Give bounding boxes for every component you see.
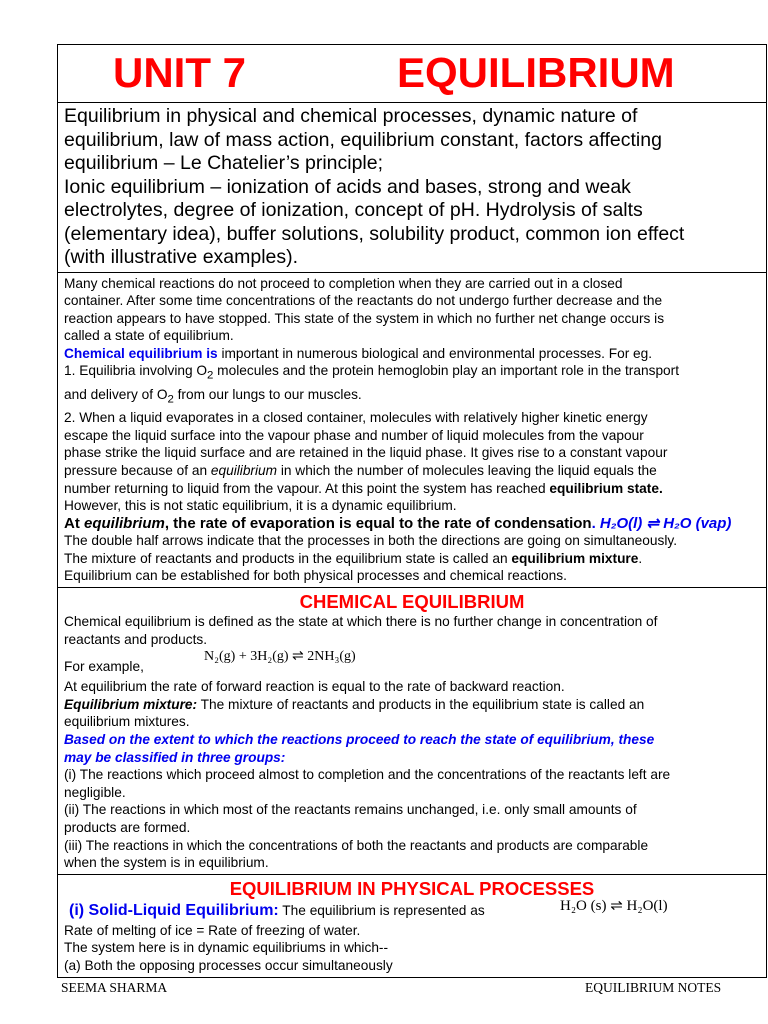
example-line: For example, N₂(g) + 3H₂(g) ⇌ 2NH₃(g) (64, 649, 356, 675)
dynamic-line: The system here is in dynamic equilibriums in which-- (64, 940, 389, 956)
syllabus-line: (with illustrative examples). (64, 246, 299, 268)
intro-line: container. After some time concentrations of the reactants do not undergo further decrease and the (64, 293, 663, 309)
example-1-line: 1. Equilibria involving $O_2$ molecules and the protein hemoglobin play an important role in the transport (64, 363, 680, 383)
vapour-equation: H₂O(l) ⇌ H₂O (vap) (599, 514, 732, 532)
group-i: negligible. (64, 784, 126, 800)
definition-line: reactants and products. (64, 631, 208, 647)
example-2-line: pressure because of an equilibrium in which the number of molecules leaving the liquid equals the (64, 462, 657, 478)
unit-title: EQUILIBRIUM (397, 49, 675, 96)
section-heading: EQUILIBRIUM IN PHYSICAL PROCESSES (229, 877, 595, 899)
both-processes-line: Equilibrium can be established for both physical processes and chemical reactions. (64, 568, 567, 584)
rate-line: At equilibrium the rate of forward reaction is equal to the rate of backward reaction. (64, 679, 565, 695)
notes-page (57, 44, 767, 978)
footer-notes: EQUILIBRIUM NOTES (585, 980, 722, 995)
chemical-equilibrium-section (58, 588, 766, 875)
group-ii: (ii) The reactions in which most of the reactants remains unchanged, i.e. only small amounts of (64, 802, 637, 818)
ammonia-equation: N₂(g) + 3H₂(g) ⇌ 2NH₃(g) (204, 649, 356, 665)
classification-heading: may be classified in three groups: (64, 749, 286, 765)
definition-line: Chemical equilibrium is defined as the state at which there is no further change in concentration of (64, 614, 658, 630)
syllabus-line: Equilibrium in physical and chemical processes, dynamic nature of (64, 105, 638, 127)
point-a-line: (a) Both the opposing processes occur simultaneously (64, 957, 393, 973)
syllabus-line: Ionic equilibrium – ionization of acids and bases, strong and weak (64, 175, 631, 198)
intro-section (58, 273, 766, 589)
title-row (58, 45, 766, 103)
solid-liquid-label: (i) Solid-Liquid Equilibrium: (69, 901, 279, 919)
example-2-line: phase strike the liquid surface and are retained in the liquid phase. It gives rise to a constant vapour (64, 445, 668, 461)
group-ii: products are formed. (64, 820, 191, 835)
ice-water-equation: H₂O (s) ⇌ H₂O(l) (560, 897, 668, 914)
double-arrow-line: The double half arrows indicate that the processes in both the directions are going on simultaneously. (64, 533, 678, 549)
evaporation-line: At equilibrium, the rate of evaporation is equal to the rate of condensation. H₂O(l) ⇌ H₂O (vap) (64, 514, 732, 532)
example-1-line: and delivery of $O_2$ from our lungs to our muscles. (64, 386, 362, 406)
syllabus-box (58, 103, 766, 273)
footer-author: SEEMA SHARMA (61, 980, 168, 995)
group-iii: (iii) The reactions in which the concentrations of both the reactants and products are comparable (64, 837, 649, 853)
syllabus-line: (elementary idea), buffer solutions, solubility product, common ion effect (64, 222, 685, 245)
example-2-line: escape the liquid surface into the vapour phase and number of liquid molecules from the vapour (64, 427, 644, 443)
dynamic-equilibrium-line: However, this is not static equilibrium, it is a dynamic equilibrium. (64, 498, 457, 514)
section-heading: CHEMICAL EQUILIBRIUM (299, 591, 525, 613)
unit-number: UNIT 7 (113, 49, 247, 96)
example-2-line: number returning to liquid from the vapour. At this point the system has reached equilibrium state. (64, 480, 663, 496)
intro-line: Many chemical reactions do not proceed to completion when they are carried out in a closed (64, 275, 623, 291)
chemical-equilibrium-term: Chemical equilibrium is (64, 345, 218, 361)
chemical-equilibrium-importance: Chemical equilibrium is important in numerous biological and environmental processes. For eg. (64, 345, 653, 361)
group-i: (i) The reactions which proceed almost to completion and the concentrations of the reactants left are (64, 767, 671, 783)
group-iii: when the system is in equilibrium. (64, 855, 269, 871)
physical-processes-section (58, 875, 766, 977)
solid-liquid-line: (i) Solid-Liquid Equilibrium: The equilibrium is represented as H₂O (s) ⇌ H₂O(l) (69, 897, 668, 919)
classification-heading: Based on the extent to which the reactions proceed to reach the state of equilibrium, these (64, 732, 655, 748)
syllabus-line: equilibrium, law of mass action, equilibrium constant, factors affecting (64, 128, 662, 151)
mixture-line: Equilibrium mixture: The mixture of reactants and products in the equilibrium state is called an (64, 696, 645, 712)
syllabus-line: equilibrium – Le Chatelier’s principle; (64, 152, 384, 174)
syllabus-line: electrolytes, degree of ionization, concept of pH. Hydrolysis of salts (64, 199, 643, 221)
mixture-line: equilibrium mixtures. (64, 714, 190, 730)
intro-line: reaction appears to have stopped. This state of the system in which no further net change occurs is (64, 310, 665, 326)
example-2-line: 2. When a liquid evaporates in a closed container, molecules with relatively higher kinetic energy (64, 410, 648, 426)
melting-rate-line: Rate of melting of ice = Rate of freezing of water. (64, 922, 361, 938)
intro-line: called a state of equilibrium. (64, 328, 234, 344)
equilibrium-mixture-line: The mixture of reactants and products in the equilibrium state is called an equilibrium mixture. (64, 550, 643, 566)
